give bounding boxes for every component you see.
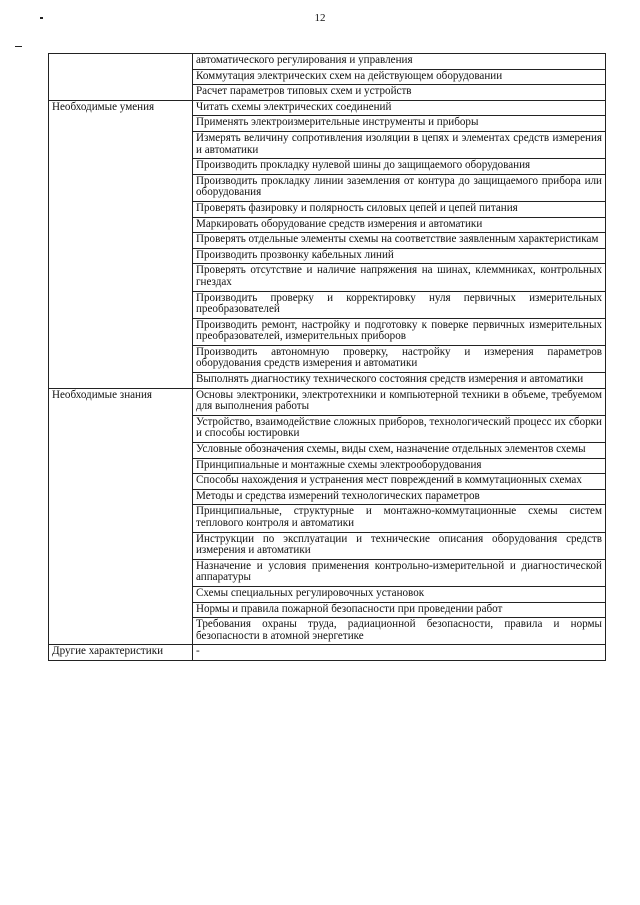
- table-cell: Применять электроизмерительные инструменты и приборы: [193, 116, 606, 132]
- scan-mark-dash: [15, 46, 22, 47]
- table-cell: Условные обозначения схемы, виды схем, назначение отдельных элементов схемы: [193, 443, 606, 459]
- competency-table: [48, 53, 606, 661]
- competency-table-body: [49, 54, 606, 661]
- table-cell: Выполнять диагностику технического состояния средств измерения и автоматики: [193, 373, 606, 389]
- table-cell: Расчет параметров типовых схем и устройств: [193, 85, 606, 101]
- table-cell: Измерять величину сопротивления изоляции в цепях и элементах средств измерения и автоматики: [193, 131, 606, 158]
- section-label: [49, 54, 193, 101]
- table-cell: Производить прокладку нулевой шины до защищаемого оборудования: [193, 159, 606, 175]
- table-cell: Производить ремонт, настройку и подготовку к поверке первичных измерительных преобразователей, измерительных приборов: [193, 318, 606, 345]
- section-label: Другие характеристики: [49, 645, 193, 661]
- table-cell: Принципиальные, структурные и монтажно-коммутационные схемы систем теплового контроля и автоматики: [193, 505, 606, 532]
- table-cell: Производить автономную проверку, настройку и измерения параметров оборудования средств измерения и автоматики: [193, 345, 606, 372]
- table-cell: -: [193, 645, 606, 661]
- table-cell: Инструкции по эксплуатации и технические описания оборудования средств измерения и автоматики: [193, 532, 606, 559]
- table-cell: Проверять отдельные элементы схемы на соответствие заявленным характеристикам: [193, 233, 606, 249]
- table-cell: Нормы и правила пожарной безопасности при проведении работ: [193, 602, 606, 618]
- table-row: [49, 645, 606, 661]
- table-cell: Производить прокладку линии заземления от контура до защищаемого прибора или оборудования: [193, 174, 606, 201]
- table-row: [49, 100, 606, 116]
- table-cell: Назначение и условия применения контрольно-измерительной и диагностической аппаратуры: [193, 559, 606, 586]
- table-cell: Методы и средства измерений технологических параметров: [193, 489, 606, 505]
- table-cell: Проверять фазировку и полярность силовых цепей и цепей питания: [193, 201, 606, 217]
- table-cell: Устройство, взаимодействие сложных приборов, технологический процесс их сборки и способы юстировки: [193, 415, 606, 442]
- table-cell: Коммутация электрических схем на действующем оборудовании: [193, 69, 606, 85]
- table-cell: Проверять отсутствие и наличие напряжения на шинах, клеммниках, контрольных гнездах: [193, 264, 606, 291]
- section-label: Необходимые умения: [49, 100, 193, 388]
- table-cell: автоматического регулирования и управления: [193, 54, 606, 70]
- scan-mark-dot: [40, 17, 43, 19]
- page-number: 12: [314, 12, 326, 24]
- table-cell: Принципиальные и монтажные схемы электрооборудования: [193, 458, 606, 474]
- table-cell: Маркировать оборудование средств измерения и автоматики: [193, 217, 606, 233]
- table-cell: Производить прозвонку кабельных линий: [193, 248, 606, 264]
- table-cell: Производить проверку и корректировку нуля первичных измерительных преобразователей: [193, 291, 606, 318]
- table-cell: Способы нахождения и устранения мест повреждений в коммутационных схемах: [193, 474, 606, 490]
- section-label: Необходимые знания: [49, 388, 193, 645]
- table-cell: Схемы специальных регулировочных установок: [193, 586, 606, 602]
- table-cell: Читать схемы электрических соединений: [193, 100, 606, 116]
- table-row: [49, 54, 606, 70]
- table-cell: Требования охраны труда, радиационной безопасности, правила и нормы безопасности в атомной энергетике: [193, 618, 606, 645]
- table-cell: Основы электроники, электротехники и компьютерной техники в объеме, требуемом для выполнения работы: [193, 388, 606, 415]
- table-row: [49, 388, 606, 415]
